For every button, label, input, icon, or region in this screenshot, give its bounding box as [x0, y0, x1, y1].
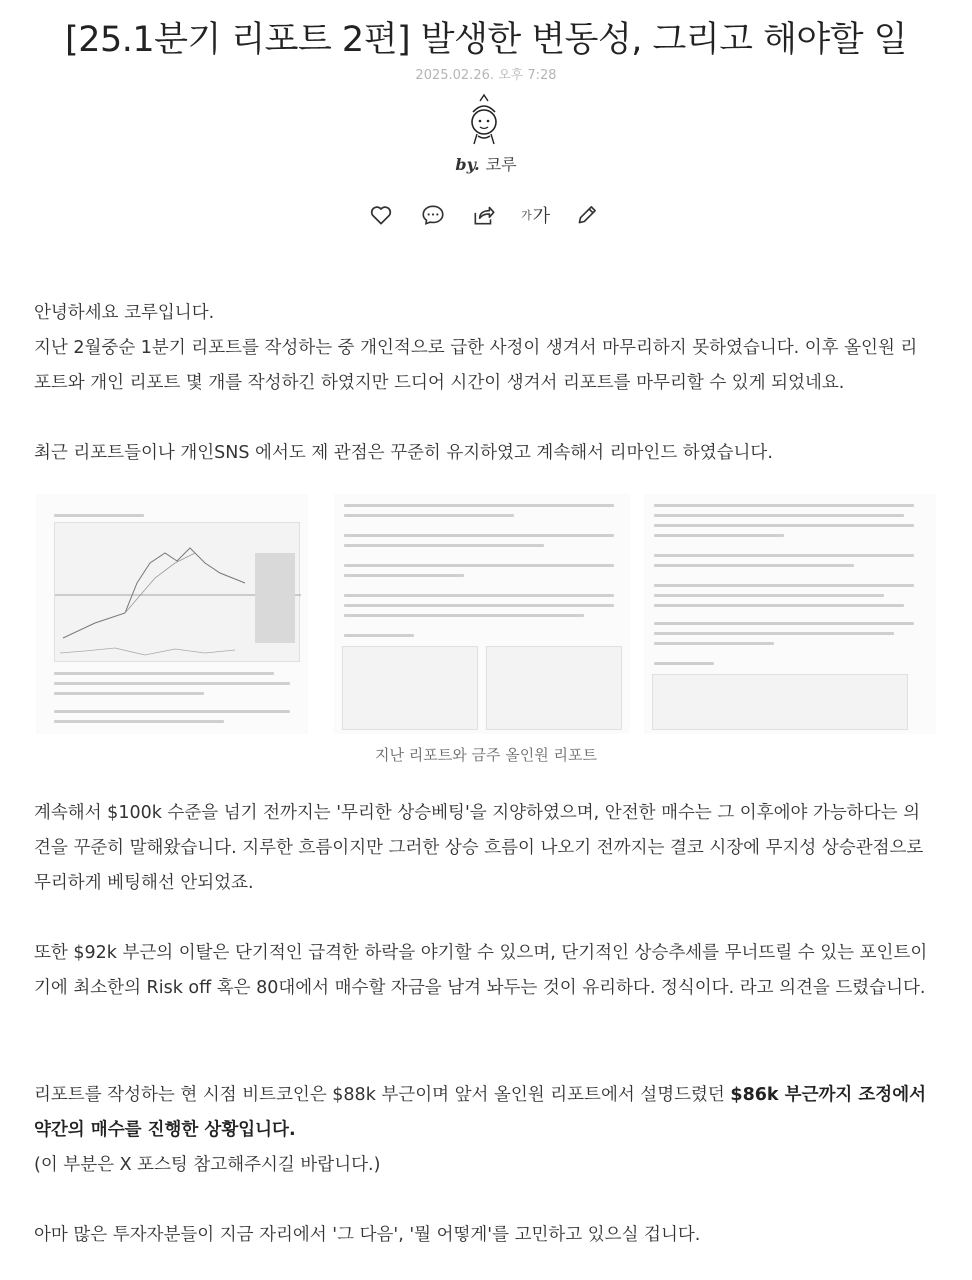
font-size-small-label: 가 — [520, 209, 532, 222]
comment-button[interactable] — [416, 198, 450, 232]
figure-caption: 지난 리포트와 금주 올인원 리포트 — [375, 746, 597, 764]
author-name: 코루 — [485, 155, 517, 174]
like-button[interactable] — [364, 198, 398, 232]
paragraph-next-step: 아마 많은 투자자분들이 지금 자리에서 '그 다음', '뭘 어떻게'를 고민하고 있으실 겁니다. — [34, 1225, 701, 1245]
paragraph-viewpoint: 최근 리포트들이나 개인SNS 에서도 제 관점은 꾸준히 유지하였고 계속해서 리마인드 하였습니다. — [34, 443, 773, 463]
paragraph-current-status — [34, 1078, 934, 1183]
page-title: [25.1분기 리포트 2편] 발생한 변동성, 그리고 해야할 일 — [65, 20, 907, 60]
author-avatar[interactable] — [456, 92, 512, 148]
edit-button[interactable] — [570, 198, 604, 232]
font-size-large-label: 가 — [532, 206, 551, 227]
post-date: 2025.02.26. 오후 7:28 — [415, 68, 557, 83]
previous-report-chart-image — [36, 494, 308, 734]
share-icon — [471, 202, 497, 228]
x-posting-note: (이 부분은 X 포스팅 참고해주시길 바랍니다.) — [34, 1155, 381, 1175]
pencil-icon — [574, 202, 600, 228]
allinone-report-text-image — [334, 494, 630, 734]
comment-icon — [420, 202, 446, 228]
heart-icon — [368, 202, 394, 228]
price-chart-thumbnail — [55, 523, 301, 663]
current-status-normal: 리포트를 작성하는 현 시점 비트코인은 $88k 부근이며 앞서 올인원 리포트에서 설명드렸던 — [34, 1085, 731, 1105]
author-prefix: by. — [455, 155, 480, 174]
post-actions — [364, 198, 604, 232]
font-size-button[interactable] — [519, 198, 553, 232]
allinone-report-text-image-2 — [644, 494, 936, 734]
current-status-text — [34, 1078, 934, 1148]
report-image-collage[interactable] — [36, 494, 936, 734]
paragraph-intro — [34, 296, 934, 401]
share-button[interactable] — [467, 198, 501, 232]
paragraph-betting-view: 계속해서 $100k 수준을 넘기 전까지는 '무리한 상승베팅'을 지양하였으며, 안전한 매수는 그 이후에야 가능하다는 의견을 꾸준히 말해왔습니다. 지루한 흐름이지만 그러한 상승 흐름이 나오기 전까지는 결코 시장에 무지성 상승관점으로 무리하게 베팅해선 안되었죠. — [34, 803, 924, 893]
current-status-bold: $86k 부근까지 조정에서 약간의 매수를 진행한 상황입니다. — [34, 1085, 926, 1140]
intro-text: 지난 2월중순 1분기 리포트를 작성하는 중 개인적으로 급한 사정이 생겨서 마무리하지 못하였습니다. 이후 올인원 리포트와 개인 리포트 몇 개를 작성하긴 하였지만 드디어 시간이 생겨서 리포트를 마무리할 수 있게 되었네요. — [34, 338, 918, 393]
greeting-text: 안녕하세요 코루입니다. — [34, 303, 215, 323]
paragraph-risk-off: 또한 $92k 부근의 이탈은 단기적인 급격한 하락을 야기할 수 있으며, 단기적인 상승추세를 무너뜨릴 수 있는 포인트이기에 최소한의 Risk off 혹은 80대에서 매수할 자금을 남겨 놔두는 것이 유리하다. 정식이다. 라고 의견을 드렸습니다. — [34, 943, 928, 998]
author-byline[interactable] — [0, 152, 972, 175]
